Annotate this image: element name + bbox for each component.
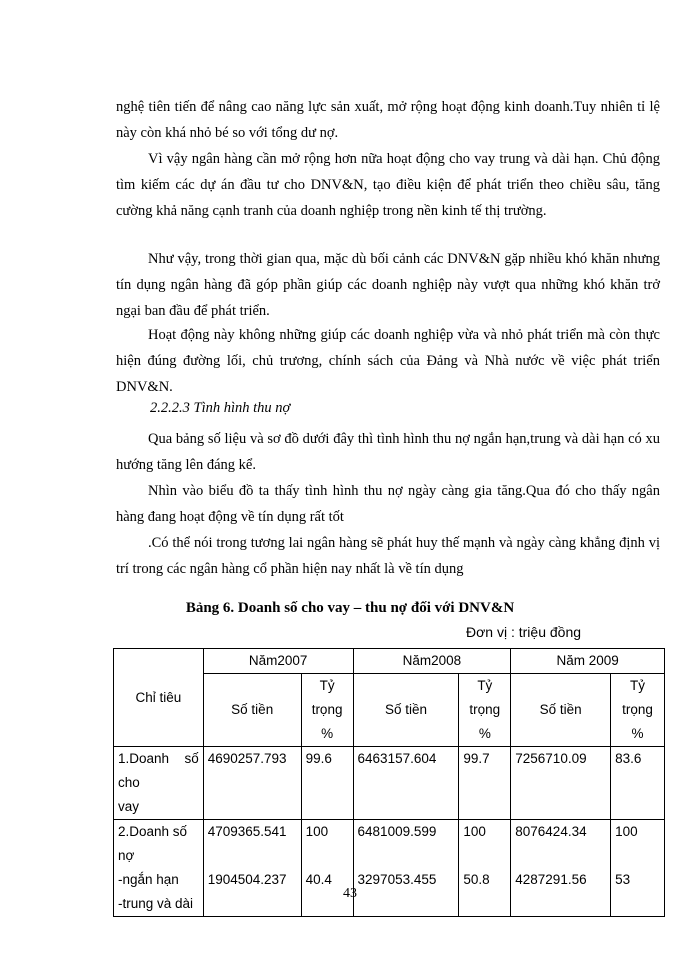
data-table (113, 648, 665, 917)
table-row (114, 747, 665, 820)
header-amount: Số tiền (353, 674, 459, 747)
paragraph-2: Vì vậy ngân hàng cần mở rộng hơn nữa hoạt động cho vay trung và dài hạn. Chủ động tìm kiếm các dự án đầu tư cho DNV&N, tạo điều kiện để phát triển theo chiều sâu, tăng cường khả năng cạnh tranh của doanh nghiệp trong nền kinh tế thị trường. (116, 151, 660, 219)
page-number: 43 (343, 886, 357, 901)
subheading: 2.2.2.3 Tình hình thu nợ (150, 400, 291, 416)
cell-share: 100 40.4 (301, 820, 353, 917)
header-year-2008: Năm2008 (353, 649, 511, 674)
cell-amount: 8076424.34 4287291.56 (511, 820, 611, 917)
cell-share: 99.6 (301, 747, 353, 820)
row-label: 2.Doanh số nợ -ngắn hạn -trung và dài (114, 820, 204, 917)
cell-amount: 4709365.541 1904504.237 (203, 820, 301, 917)
paragraph-5: Qua bảng số liệu và sơ đồ dưới đây thì tình hình thu nợ ngắn hạn,trung và dài hạn có xu hướng tăng lên đáng kể. (116, 431, 660, 473)
cell-share: 83.6 (611, 747, 665, 820)
header-share: Tỷ trọng % (611, 674, 665, 747)
cell-share: 100 53 (611, 820, 665, 917)
cell-amount: 4690257.793 (203, 747, 301, 820)
paragraph-3: Như vậy, trong thời gian qua, mặc dù bối cảnh các DNV&N gặp nhiều khó khăn nhưng tín dụng ngân hàng đã góp phần giúp các doanh nghiệp này vượt qua những khó khăn trở ngại ban đầu để phát triển. (116, 251, 660, 319)
table-header-row (114, 649, 665, 674)
header-amount: Số tiền (203, 674, 301, 747)
paragraph-6: Nhìn vào biểu đồ ta thấy tình hình thu nợ ngày càng gia tăng.Qua đó cho thấy ngân hàng đang hoạt động về tín dụng rất tốt (116, 483, 660, 525)
paragraph-4: Hoạt động này không những giúp các doanh nghiệp vừa và nhỏ phát triển mà còn thực hiện đúng đường lối, chủ trương, chính sách của Đảng và Nhà nước về việc phát triển DNV&N. (116, 327, 660, 395)
header-year-2007: Năm2007 (203, 649, 353, 674)
header-amount: Số tiền (511, 674, 611, 747)
cell-amount: 6463157.604 (353, 747, 459, 820)
cell-amount: 6481009.599 3297053.455 (353, 820, 459, 917)
table-unit: Đơn vị : triệu đồng (466, 624, 582, 640)
header-year-2009: Năm 2009 (511, 649, 665, 674)
row-label: 1.Doanh số cho vay (114, 747, 204, 820)
header-share: Tỷ trọng % (459, 674, 511, 747)
table-title: Bảng 6. Doanh số cho vay – thu nợ đối với DNV&N (185, 600, 515, 616)
cell-share: 100 50.8 (459, 820, 511, 917)
paragraph-1: nghệ tiên tiến để nâng cao năng lực sản xuất, mở rộng hoạt động kinh doanh.Tuy nhiên tỉ lệ này còn khá nhỏ bé so với tổng dư nợ. (116, 99, 660, 141)
cell-share: 99.7 (459, 747, 511, 820)
header-share: Tỷ trọng % (301, 674, 353, 747)
cell-amount: 7256710.09 (511, 747, 611, 820)
header-row-label: Chỉ tiêu (114, 649, 204, 747)
paragraph-7: .Có thể nói trong tương lai ngân hàng sẽ phát huy thế mạnh và ngày càng khẳng định vị trí trong các ngân hàng cổ phần hiện nay nhất là về tín dụng (116, 535, 660, 577)
